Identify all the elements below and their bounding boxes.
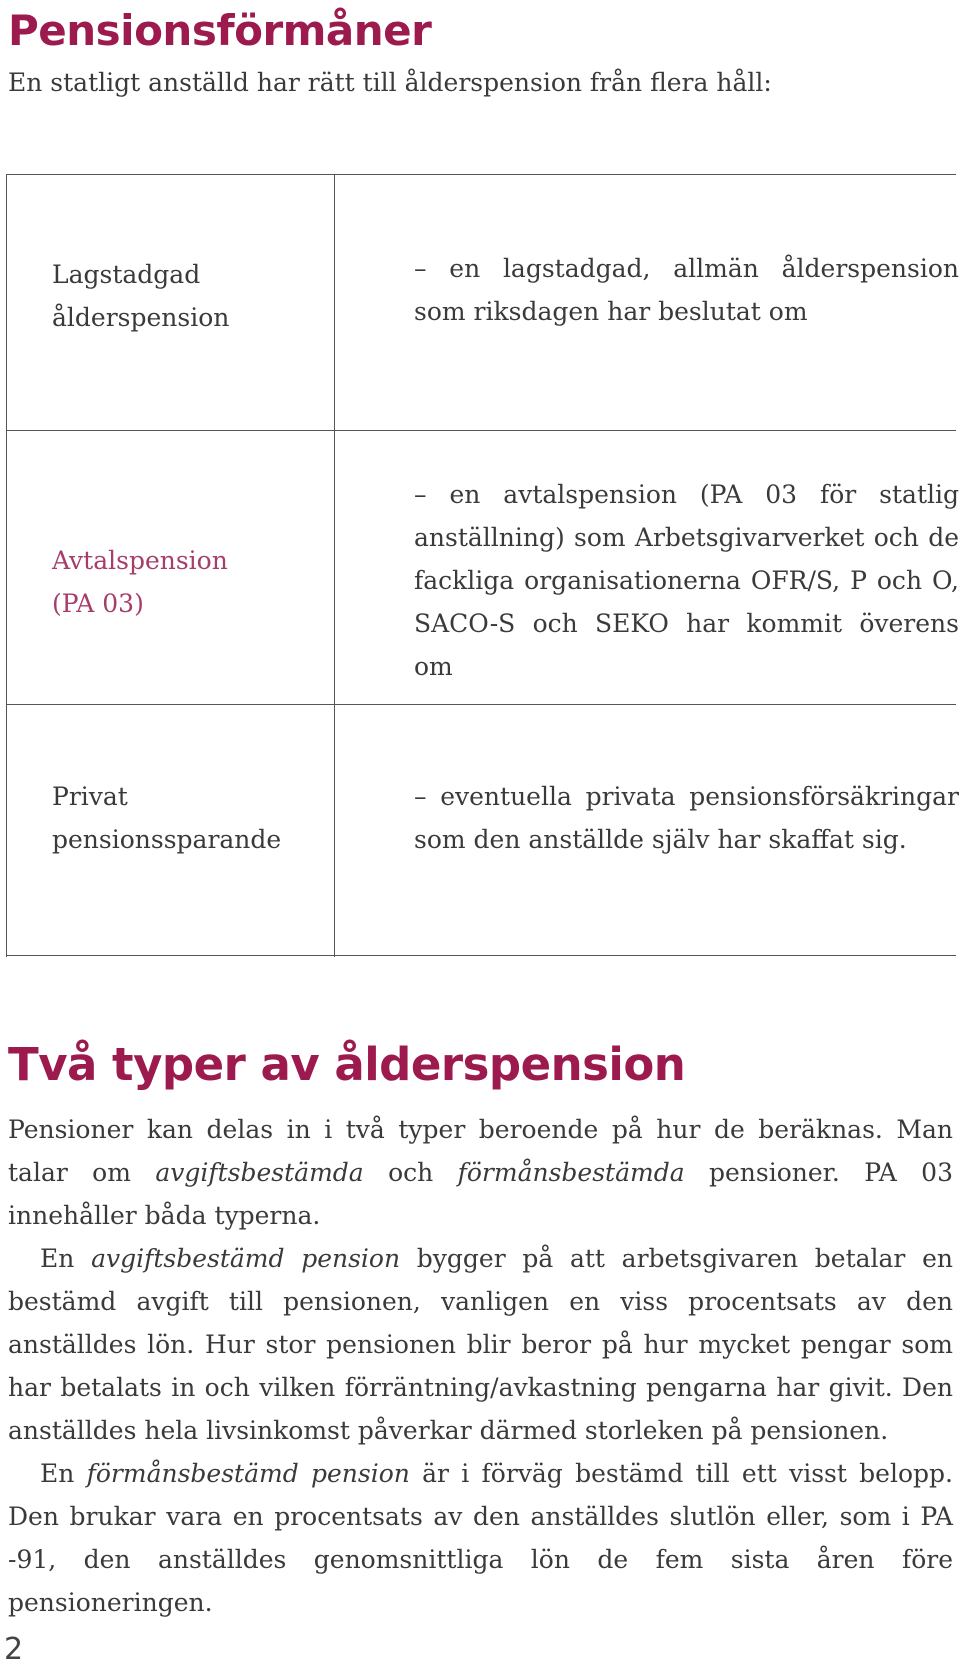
text-run: Pensioner kan delas in i två typer beroende på hur de beräknas. Man talar om (8, 1115, 953, 1187)
row-label-line: Avtalspension (52, 546, 228, 575)
emphasis-run: avgiftsbestämda (155, 1158, 364, 1187)
row-label-line: ålderspension (52, 303, 230, 332)
paragraph-2 (8, 1237, 953, 1452)
table-row-privat (6, 704, 959, 956)
body-text (8, 1108, 953, 1624)
text-run: En (40, 1459, 87, 1488)
row-label-line: Privat (52, 782, 128, 811)
emphasis-run: förmånsbestämda (457, 1158, 685, 1187)
emphasis-run: avgiftsbestämd pension (91, 1244, 401, 1273)
row-description-privat: – eventuella privata pensionsförsäkringar som den anställde själv har skaffat sig. (414, 782, 959, 854)
text-run: En (40, 1244, 92, 1273)
section-title-tva-typer: Två typer av ålderspension (8, 1038, 686, 1091)
emphasis-run: förmånsbestämd pension (86, 1459, 410, 1488)
intro-text: En statligt anställd har rätt till ålderspension från flera håll: (8, 68, 772, 97)
text-run: pensioner. PA 03 innehåller båda typerna. (8, 1158, 953, 1230)
row-label-line: (PA 03) (52, 589, 144, 618)
pension-sources-table (6, 174, 959, 956)
page-number: 2 (4, 1632, 24, 1667)
row-description-avtalspension: – en avtalspension (PA 03 för statlig anställning) som Arbetsgivarverket och de fackliga organisationerna OFR/S, P och O, SACO-S och SEKO har kommit överens om (414, 480, 959, 681)
text-run: och (363, 1158, 458, 1187)
paragraph-3 (8, 1452, 953, 1624)
text-run: är i förväg bestämd till ett visst belopp. Den brukar vara en procentsats av den anställdes slutlön eller, som i PA -91, den anställdes genomsnittliga lön de fem sista åren före pensioneringen. (8, 1459, 953, 1617)
paragraph-1 (8, 1108, 953, 1237)
row-label-lagstadgad (52, 253, 322, 339)
row-label-privat (52, 775, 322, 861)
table-row-lagstadgad (6, 174, 959, 430)
row-label-line: Lagstadgad (52, 260, 201, 289)
row-label-avtalspension (52, 539, 322, 625)
text-run: bygger på att arbetsgivaren betalar en bestämd avgift till pensionen, vanligen en viss procentsats av den anställdes lön. Hur stor pensionen blir beror på hur mycket pengar som har betalats in och vilken förräntning/avkastning pengarna har givit. Den anställdes hela livsinkomst påverkar därmed storleken på pensionen. (8, 1244, 953, 1445)
row-label-line: pensionssparande (52, 825, 282, 854)
section-title-pensionsformaner: Pensionsförmåner (8, 6, 432, 55)
table-row-avtalspension (6, 430, 959, 704)
row-description-lagstadgad: – en lagstadgad, allmän ålderspension som riksdagen har beslutat om (414, 254, 959, 326)
